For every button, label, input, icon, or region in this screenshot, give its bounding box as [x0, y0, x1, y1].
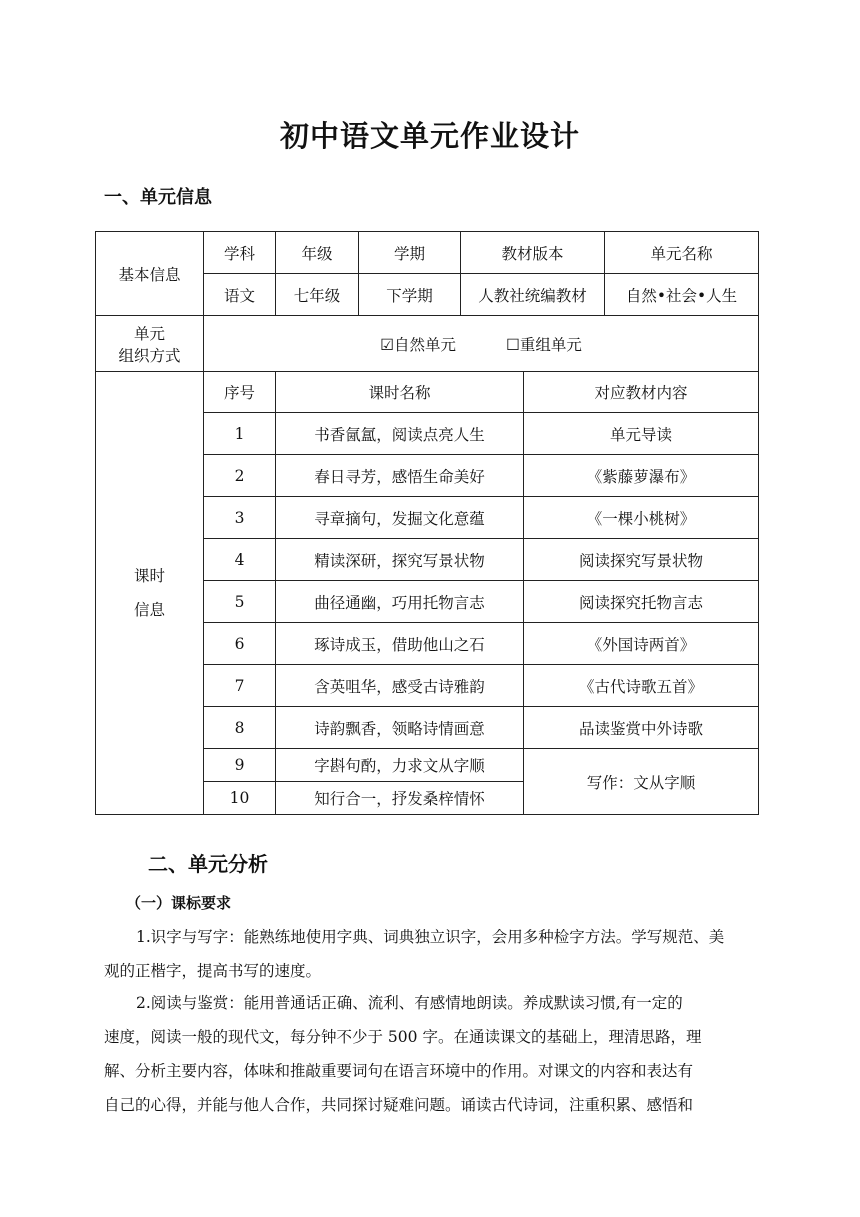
lesson-no: 7: [204, 665, 276, 707]
restructured-unit-checkbox[interactable]: ☐重组单元: [505, 335, 582, 354]
lesson-name: 诗韵飘香，领略诗情画意: [276, 707, 524, 749]
header-semester: 学期: [359, 232, 461, 274]
lesson-info-label-line2: 信息: [133, 601, 165, 619]
section-heading-unit-analysis: 二、单元分析: [148, 852, 268, 876]
lesson-name: 春日寻芳，感悟生命美好: [276, 455, 524, 497]
lesson-name: 琢诗成玉，借助他山之石: [276, 623, 524, 665]
lesson-name: 字斟句酌，力求文从字顺: [276, 749, 524, 782]
paragraph-line: 速度，阅读一般的现代文，每分钟不少于 500 字。在通读课文的基础上，理清思路，理: [104, 1028, 702, 1046]
lesson-header-no: 序号: [204, 372, 276, 413]
lesson-content: 《一棵小桃树》: [524, 497, 759, 539]
lesson-content: 阅读探究托物言志: [524, 581, 759, 623]
value-subject: 语文: [204, 274, 276, 316]
lesson-no: 8: [204, 707, 276, 749]
lesson-content: 阅读探究写景状物: [524, 539, 759, 581]
lesson-info-label-line1: 课时: [133, 567, 165, 585]
paragraph-reading: [104, 986, 758, 1122]
header-textbook: 教材版本: [461, 232, 605, 274]
organization-label-line2: 组织方式: [118, 346, 181, 365]
paragraph-line: 1.识字与写字：能熟练地使用字典、词典独立识字，会用多种检字方法。学写规范、美: [136, 928, 725, 946]
lesson-header-name: 课时名称: [276, 372, 524, 413]
unit-info-table: [95, 231, 759, 815]
lesson-info-label: [96, 372, 204, 815]
value-unit-name: 自然•社会•人生: [605, 274, 759, 316]
section-heading-unit-info: 一、单元信息: [104, 187, 212, 208]
lesson-header-content: 对应教材内容: [524, 372, 759, 413]
header-subject: 学科: [204, 232, 276, 274]
lesson-name: 知行合一，抒发桑梓情怀: [276, 782, 524, 815]
value-textbook: 人教社统编教材: [461, 274, 605, 316]
lesson-name: 书香氤氲，阅读点亮人生: [276, 413, 524, 455]
sub-heading-curriculum: （一）课标要求: [126, 894, 232, 912]
lesson-name: 曲径通幽，巧用托物言志: [276, 581, 524, 623]
basic-info-label: 基本信息: [96, 232, 204, 316]
lesson-no: 10: [204, 782, 276, 815]
paragraph-line: 2.阅读与鉴赏：能用普通话正确、流利、有感情地朗读。养成默读习惯,有一定的: [136, 994, 683, 1012]
page-title: 初中语文单元作业设计: [279, 119, 580, 153]
lesson-content: 单元导读: [524, 413, 759, 455]
value-semester: 下学期: [359, 274, 461, 316]
lesson-no: 5: [204, 581, 276, 623]
lesson-name: 精读深研，探究写景状物: [276, 539, 524, 581]
lesson-name: 寻章摘句，发掘文化意蕴: [276, 497, 524, 539]
paragraph-line: 自己的心得，并能与他人合作，共同探讨疑难问题。诵读古代诗词，注重积累、感悟和: [104, 1096, 694, 1114]
lesson-content: 《古代诗歌五首》: [524, 665, 759, 707]
organization-options: [204, 316, 759, 372]
lesson-content: 品读鉴赏中外诗歌: [524, 707, 759, 749]
lesson-no: 4: [204, 539, 276, 581]
lesson-no: 3: [204, 497, 276, 539]
lesson-no: 1: [204, 413, 276, 455]
lesson-no: 2: [204, 455, 276, 497]
paragraph-literacy: [104, 920, 758, 988]
lesson-content: 《外国诗两首》: [524, 623, 759, 665]
value-grade: 七年级: [276, 274, 359, 316]
natural-unit-checkbox[interactable]: ☑自然单元: [380, 335, 457, 354]
organization-label-line1: 单元: [133, 324, 165, 343]
header-unit-name: 单元名称: [605, 232, 759, 274]
paragraph-line: 解、分析主要内容，体味和推敲重要词句在语言环境中的作用。对课文的内容和表达有: [104, 1062, 694, 1080]
lesson-no: 6: [204, 623, 276, 665]
organization-label: [96, 316, 204, 372]
lesson-name: 含英咀华，感受古诗雅韵: [276, 665, 524, 707]
lesson-content-writing: 写作：文从字顺: [524, 749, 759, 815]
lesson-content: 《紫藤萝瀑布》: [524, 455, 759, 497]
header-grade: 年级: [276, 232, 359, 274]
paragraph-line: 观的正楷字，提高书写的速度。: [104, 962, 322, 980]
lesson-no: 9: [204, 749, 276, 782]
